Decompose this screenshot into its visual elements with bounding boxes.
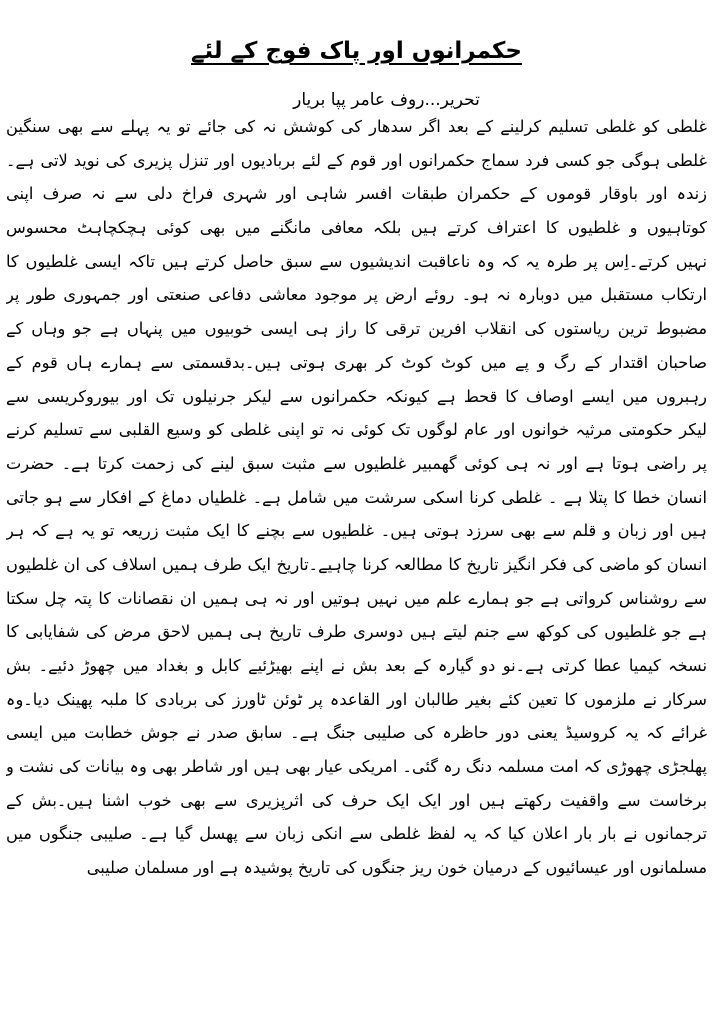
body-text-line: ہے جو غلطیوں کی کوکھ سے جنم لیتے ہیں دوسری طرف تاریخ ہی ہمیں لاحق مرض کی شفایابی کا <box>6 622 707 642</box>
body-text-line: پھلجڑی چھوڑی کہ امت مسلمہ دنگ رہ گئی۔ امریکی عیار بھی ہیں اور شاطر بھی وہ بیانات کی نشت و <box>6 757 707 777</box>
article-byline: تحریر...روف عامر پپا بریار <box>293 90 480 110</box>
body-text-line: ارتکاب مستقبل میں دوبارہ نہ ہو۔ روئے ارض پر موجود معاشی دفاعی صنعتی اور جمہوری طور پر <box>6 285 707 305</box>
body-text-line: سرکار نے ملزموں کا تعین کئے بغیر طالبان اور القاعدہ پر ٹوئن ٹاورز کی بربادی کا ملبہ پھینک دیا۔وہ <box>6 689 707 709</box>
body-text-line: مضبوط ترین ریاستوں کی انقلاب افرین ترقی کا راز ہی ایسی خوبیوں میں پنہاں ہے جو وہاں کے <box>6 319 707 339</box>
body-text-line: ترجمانوں نے بار بار اعلان کیا کہ یہ لفظ غلطی سے انکی زبان سے پھسل گیا ہے۔ صلیبی جنگوں میں <box>6 824 707 844</box>
body-text-line: انسان خطا کا پتلا ہے ۔ غلطی کرنا اسکی سرشت میں شامل ہے۔ غلطیاں دماغ کے افکار سے ہو جاتی <box>6 487 707 507</box>
body-text-line: نسخہ کیمیا عطا کرتی ہے۔نو دو گیارہ کے بعد بش نے اپنے بھیڑئیے کابل و بغداد میں چھوڑ دئیے۔ بش <box>6 656 707 675</box>
body-text-line: غلطی ہوگی جو کسی فرد سماج حکمرانوں اور قوم کے لئے بربادیوں اور تنزل پزیری کی نوید لاتی ہے۔ <box>6 150 707 170</box>
body-text-line: سے روشناس کرواتی ہے جو ہمارے علم میں نہیں ہوتیں اور نہ ہی ہمیں ان نقصانات کا پتہ چل سکتا <box>6 588 707 608</box>
body-text-line: زندہ اور باوقار قوموں کے حکمران طبقات افسر شاہی اور شہری فراخ دلی سے نہ صرف اپنی <box>6 184 707 204</box>
body-text-line: ہیں اور زبان و قلم سے بھی سرزد ہوتی ہیں۔ غلطیوں سے بچنے کا ایک مثبت زریعہ تو یہ ہے کہ ہر <box>6 521 707 541</box>
body-text-line: برخاست سے واقفیت رکھتے ہیں اور ایک ایک حرف کی اثرپزیری سے بھی خوب اشنا ہیں۔بش کے <box>6 790 707 810</box>
body-text-line: انسان کو ماضی کی فکر انگیز تاریخ کا مطالعہ کرنا چاہیے۔تاریخ ایک طرف ہمیں اسلاف کی ان غلطیوں <box>6 554 707 574</box>
body-text-line: رہبروں میں ایسے اوصاف کا قحط ہے کیونکہ حکمرانوں سے لیکر جرنیلوں تک اور بیوروکریسی سے <box>6 386 707 406</box>
body-text-line: غلطی کو غلطی تسلیم کرلینے کے بعد اگر سدھار کی کوشش نہ کی جائے تو یہ پہلے سے بھی سنگین <box>6 117 707 136</box>
body-text-line: نہیں کرتے۔اِس پر طرہ یہ کہ وہ ناعاقبت اندیشیوں سے سبق حاصل کرتے ہیں تاکہ ایسی غلطیوں کا <box>6 251 707 271</box>
body-text-line: پر راضی ہوتا ہے اور نہ ہی کوئی گھمبیر غلطیوں سے مثبت سبق لینے کی زحمت کرتا ہے۔ حضرت <box>6 453 707 473</box>
body-text-line: صاحبان اقتدار کے رگ و پے میں کوٹ کوٹ کر بھری ہوتی ہیں۔بدقسمتی سے ہمارے ہاں قوم کے <box>6 352 707 372</box>
body-text-line: غرائے کہ یہ کروسیڈ یعنی دور حاظرہ کی صلیبی جنگ ہے۔ سابق صدر نے جوش خطابت میں ایسی <box>6 723 707 743</box>
article-body <box>6 110 707 885</box>
article-title: حکمرانوں اور پاک فوج کے لئے <box>191 38 522 64</box>
body-text-line: مسلمانوں اور عیسائیوں کے درمیان خون ریز جنگوں کی تاریخ پوشیدہ ہے اور مسلمان صلیبی <box>86 858 707 878</box>
body-text-line: لیکر حکومتی مرثیہ خوانوں اور عام لوگوں تک کوئی نہ تو اپنی غلطی کو وسیع القلبی سے تسلیم کرنے <box>6 420 707 440</box>
body-text-line: کوتاہیوں و غلطیوں کا اعتراف کرتے ہیں بلکہ معافی مانگنے میں بھی کوئی ہچکچاہٹ محسوس <box>6 218 707 238</box>
